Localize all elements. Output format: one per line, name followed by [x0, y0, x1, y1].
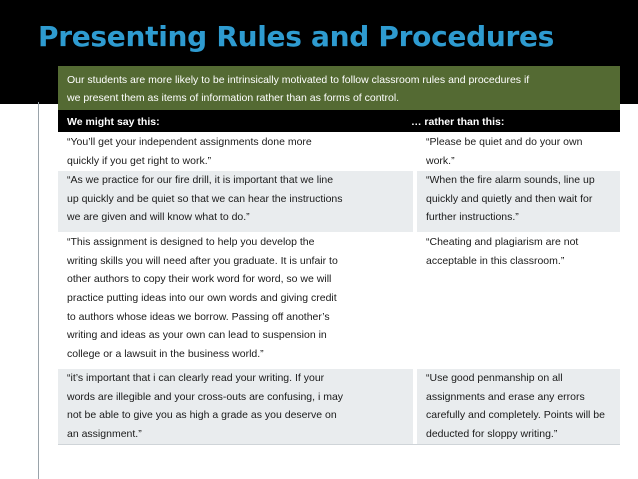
cell-line: “Please be quiet and do your own [426, 136, 583, 148]
say-this-cell [58, 171, 415, 233]
cell-line: “This assignment is designed to help you develop the [67, 236, 315, 249]
not-this-cell [415, 369, 620, 445]
intro-box [58, 66, 620, 110]
cell-line: work.” [426, 154, 455, 167]
column-header-right: … rather than this: [411, 116, 505, 128]
table-bottom-rule [58, 444, 620, 445]
cell-line: not be able to give you as high a grade as you deserve on [67, 409, 337, 422]
column-header-left: We might say this: [67, 116, 160, 128]
not-this-cell [415, 133, 620, 171]
cell-line: to authors whose ideas we borrow. Passing off another’s [67, 310, 330, 323]
cell-line: “it’s important that i can clearly read your writing. If your [67, 372, 325, 385]
cell-line: “As we practice for our fire drill, it is important that we line [67, 174, 334, 187]
cell-line: deducted for sloppy writing.” [426, 427, 558, 440]
slide-title: Presenting Rules and Procedures [38, 20, 555, 53]
table-row [58, 369, 620, 445]
say-this-cell [58, 233, 415, 369]
table-row [58, 171, 620, 233]
not-this-cell [415, 233, 620, 369]
cell-line: “Use good penmanship on all [426, 372, 563, 385]
say-this-cell [58, 369, 415, 445]
cell-line: quickly and quietly and then wait for [426, 192, 593, 205]
cell-line: we are given and will know what to do.” [67, 211, 250, 224]
say-this-cell [58, 133, 415, 171]
cell-line: writing skills you will need after you graduate. It is unfair to [67, 254, 338, 267]
cell-line: carefully and completely. Points will be [426, 409, 605, 422]
cell-line: writing and ideas as your own can lead to suspension in [67, 329, 327, 342]
cell-line: “When the fire alarm sounds, line up [426, 174, 595, 187]
cell-line: quickly if you get right to work.” [67, 154, 212, 167]
not-this-cell [415, 171, 620, 233]
rules-table [58, 132, 620, 445]
cell-line: “Cheating and plagiarism are not [426, 236, 579, 249]
cell-line: assignments and erase any errors [426, 390, 585, 403]
cell-line: further instructions.” [426, 211, 519, 224]
table-row [58, 133, 620, 171]
cell-line: practice putting ideas into our own words and giving credit [67, 291, 337, 304]
cell-line: an assignment.” [67, 427, 142, 440]
cell-line: “You’ll get your independent assignments done more [67, 136, 312, 148]
table-row [58, 233, 620, 369]
cell-line: other authors to copy their work word for word, so we will [67, 273, 332, 286]
margin-line [38, 102, 39, 479]
intro-line: Our students are more likely to be intrinsically motivated to follow classroom rules and procedures if [67, 74, 530, 86]
cell-line: acceptable in this classroom.” [426, 254, 565, 267]
column-header-row [58, 110, 620, 132]
cell-line: words are illegible and your cross-outs are confusing, i may [67, 390, 344, 403]
intro-line: we present them as items of information rather than as forms of control. [67, 92, 400, 104]
cell-line: up quickly and be quiet so that we can hear the instructions [67, 192, 343, 205]
cell-line: college or a lawsuit in the business world.” [67, 347, 264, 360]
